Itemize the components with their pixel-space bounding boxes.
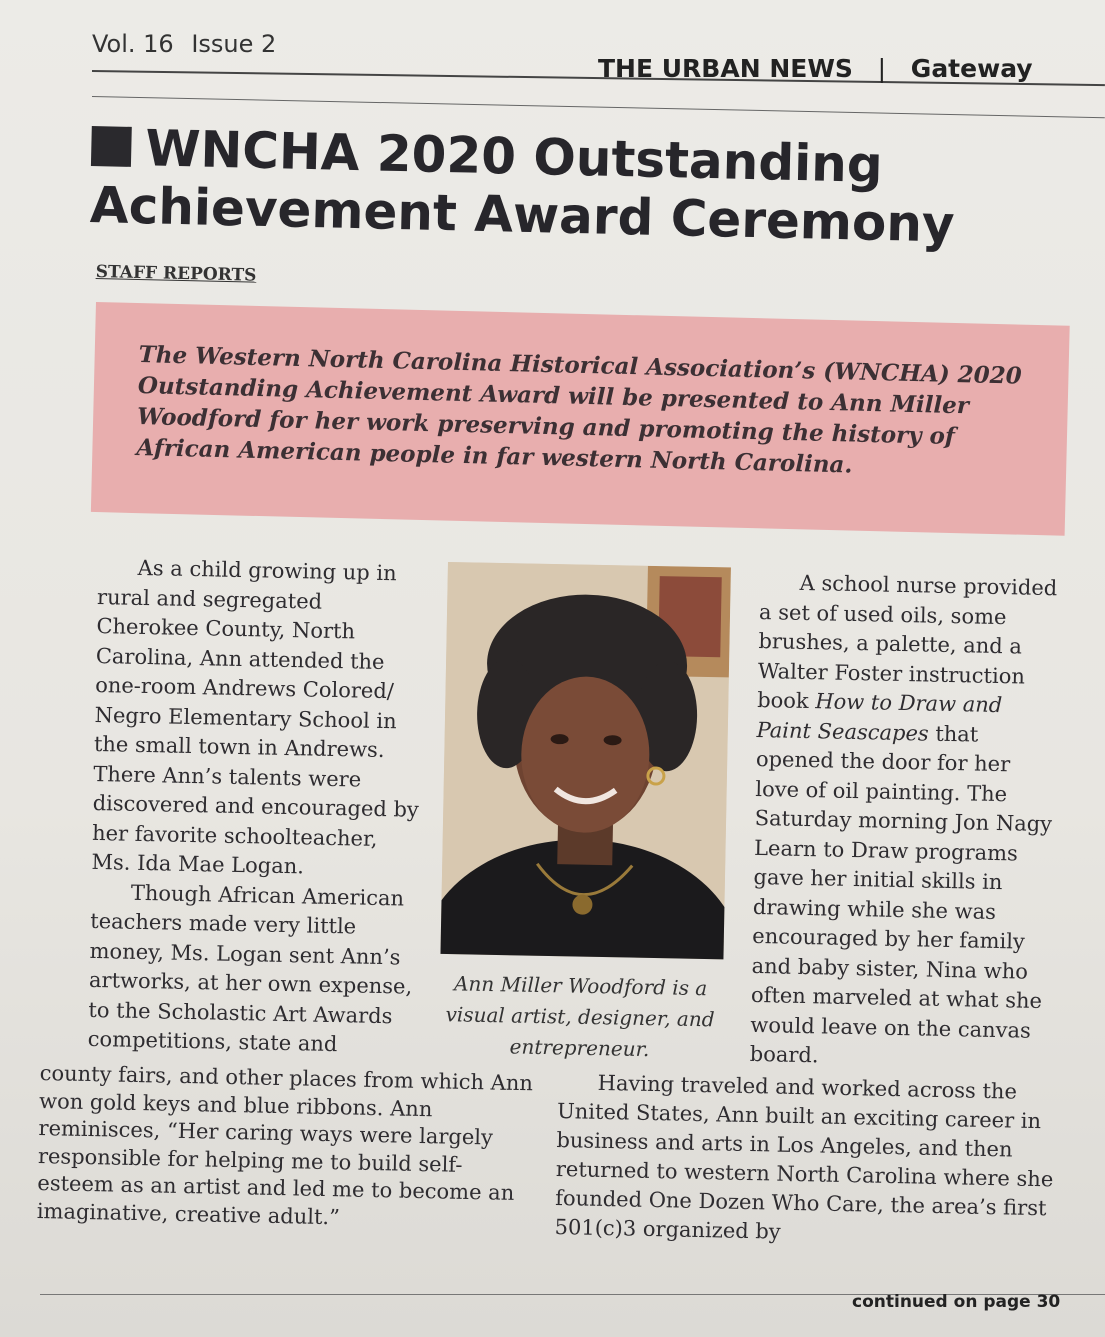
callout-text: The Western North Carolina Historical Association’s (WNCHA) 2020 Outstanding Achievement Award will be presented to Ann Miller Woodford for her work preserving and promoting the history of African American people in far western North Carolina. — [136, 341, 1023, 479]
square-bullet-icon — [91, 126, 132, 167]
left-column — [87, 553, 427, 1061]
headline-line-1: WNCHA 2020 Outstanding — [144, 119, 884, 194]
byline: STAFF REPORTS — [95, 262, 257, 286]
book-title: How to Draw and Paint Seascapes — [756, 689, 1003, 746]
paragraph: county fairs, and other places from which Ann won gold keys and blue ribbons. Ann reminisces, “Her caring ways were largely responsible for helping me to build self-esteem as an artist and led me to become an imaginative, creative adult.” — [36, 1060, 534, 1229]
paragraph-text: A school nurse provided a set of used oils, some brushes, a palette, and a Walter Foster instruction book — [756, 570, 1058, 714]
issue-info — [92, 30, 286, 58]
portrait-illustration — [440, 562, 730, 959]
issue-label: Issue 2 — [191, 30, 277, 58]
paragraph: As a child growing up in rural and segregated Cherokee County, North Carolina, Ann attended the one-room Andrews Colored/ Negro Elementary School in the small town in Andrews. There Ann’s talents were discovered and encouraged by her favorite schoolteacher, Ms. Ida Mae Logan. — [91, 555, 420, 879]
bottom-right-column — [554, 1068, 1058, 1252]
masthead — [598, 54, 1105, 83]
portrait-photo — [440, 562, 730, 959]
callout-box — [91, 302, 1070, 536]
article-headline — [89, 118, 1081, 256]
paragraph — [749, 568, 1059, 1076]
masthead-separator: | — [877, 54, 887, 83]
continued-on-link: continued on page 30 — [852, 1292, 1061, 1312]
right-column — [749, 568, 1059, 1076]
bottom-left-column — [37, 1060, 540, 1235]
volume-label: Vol. 16 — [92, 30, 174, 58]
paragraph-text: that opened the door for her love of oil painting. The Saturday morning Jon Nagy Learn to Draw programs gave her initial skills in drawing while she was encouraged by her family and baby sister, Nina who often marveled at what she would leave on the canvas board. — [749, 721, 1053, 1068]
edition-name: Gateway — [910, 54, 1033, 83]
paragraph: Having traveled and worked across the United States, Ann built an exciting career in business and arts in Los Angeles, and then returned to western North Carolina where she founded One Dozen Who Care, the area’s first 501(c)3 organized by — [554, 1070, 1054, 1244]
header-rule-lower — [92, 96, 1105, 118]
photo-caption: Ann Miller Woodford is a visual artist, designer, and entrepreneur. — [445, 971, 715, 1062]
headline-line-2: Achievement Award Ceremony — [89, 175, 956, 254]
paragraph: Though African American teachers made very little money, Ms. Logan sent Ann’s artworks, at her own expense, to the Scholastic Art Awards competitions, state and — [87, 880, 413, 1057]
publication-name: THE URBAN NEWS — [598, 54, 853, 83]
